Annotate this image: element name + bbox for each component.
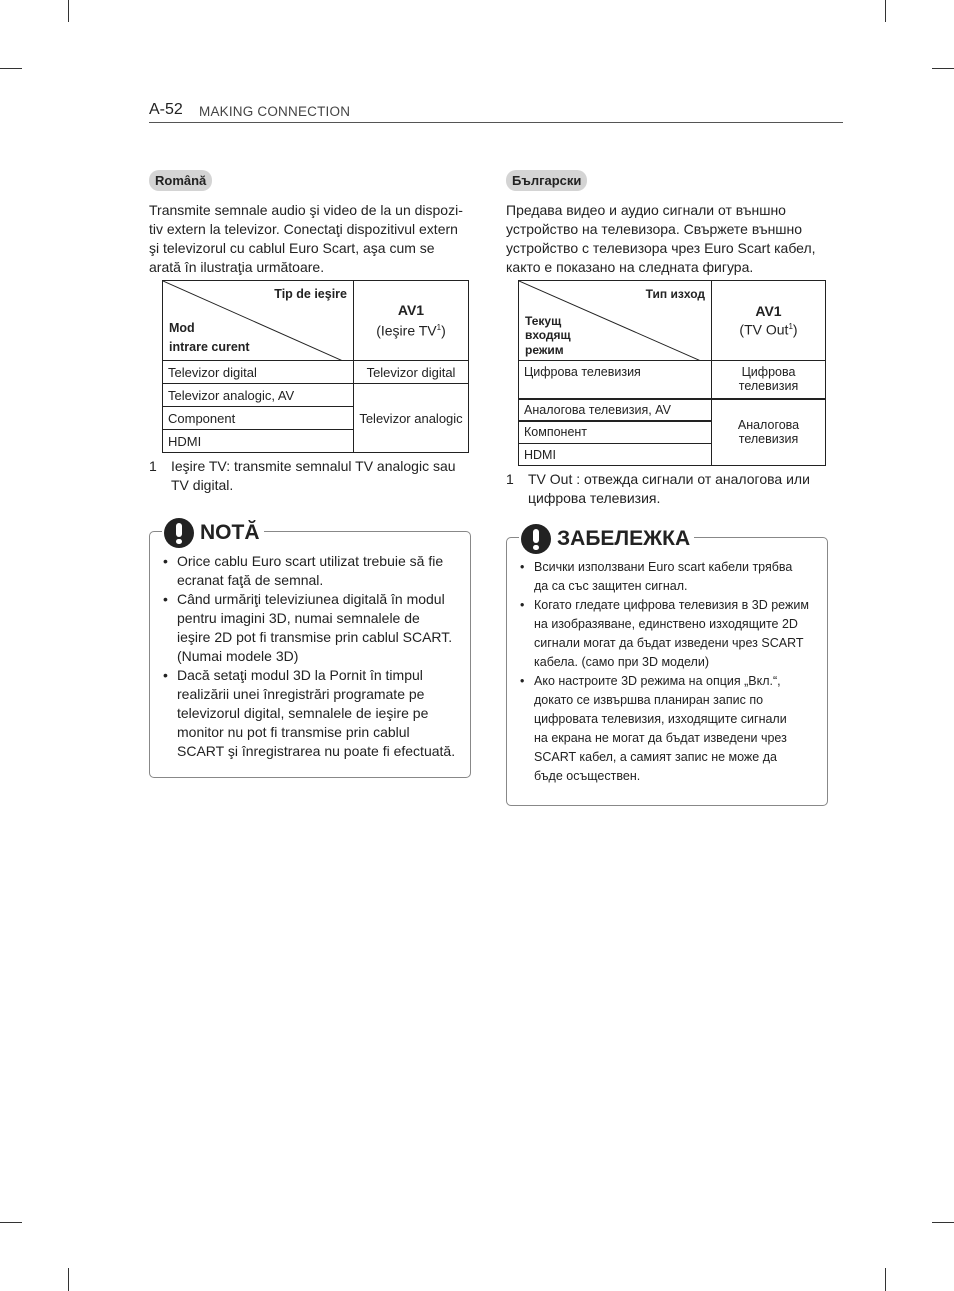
note-title: ЗАБЕЛЕЖКА — [557, 527, 691, 550]
section-title: MAKING CONNECTION — [199, 104, 351, 119]
output-header: AV1 (Ieşire $TV^1$) — [354, 281, 469, 361]
warning-icon — [521, 524, 551, 554]
intro-text: Предава видео и аудио сигнали от външно устройство на телевизора. Свържете външно устройство с телевизора чрез Euro Scart кабел, както е показано на следната фигура. — [506, 202, 816, 275]
list-item: • Когато гледате цифрова телевизия в 3D режим на изобразяване, единствено изходящите 2D сигнали могат да бъдат изведени чрез SCART кабела. (само при 3D модели) — [520, 596, 809, 672]
table-cell: Аналогова телевизия — [712, 399, 826, 466]
note-header — [519, 524, 694, 554]
table-row: Component — [163, 407, 354, 430]
page-header — [149, 100, 843, 123]
warning-icon — [164, 518, 194, 548]
table-cell: Televizor digital — [354, 361, 469, 384]
note-header — [162, 518, 264, 548]
table-corner-header: Тип изход Текущ входящ режим — [519, 281, 712, 361]
crop-mark — [932, 68, 954, 69]
list-item: • Orice cablu Euro scart utilizat trebuie să fie ecranat faţă de semnal. — [163, 552, 455, 590]
output-header: AV1 (TV Out$^1$) — [712, 281, 826, 361]
note-title: NOTĂ — [200, 521, 260, 544]
table-cell: Televizor analogic — [354, 384, 469, 453]
footnote: 1 Ieşire TV: transmite semnalul TV analogic sau TV digital. — [149, 458, 456, 493]
romanian-column — [149, 170, 471, 495]
language-label: Română — [149, 170, 212, 191]
connection-table — [162, 280, 469, 453]
table-row: Аналогова телевизия, AV — [519, 399, 712, 421]
list-item: • Всички използвани Euro scart кабели трябва да са със защитен сигнал. — [520, 558, 809, 596]
table-corner-header: Tip de ieşire Mod intrare curent — [163, 281, 354, 361]
crop-mark — [885, 1268, 886, 1291]
note-box — [149, 521, 471, 778]
list-item: • Dacă setaţi modul 3D la Pornit în timpul realizării unei înregistrări programate pe televizorul digital, semnalele de ieşire pe monitor nu pot fi transmise prin cablul SCART şi înregistrarea nu poate fi efectuată. — [163, 666, 455, 761]
list-item: • Ако настроите 3D режима на опция „Вкл.“, докато се извършва планиран запис по цифровата телевизия, изходящите сигнали на екрана не могат да бъдат изведени чрез SCART кабел, а самият запис не може да бъде осъществен. — [520, 672, 809, 786]
crop-mark — [932, 1222, 954, 1223]
note-box — [506, 527, 828, 806]
crop-mark — [0, 68, 22, 69]
note-list — [163, 552, 455, 761]
table-row: Televizor analogic, AV — [163, 384, 354, 407]
crop-mark — [885, 0, 886, 22]
bulgarian-column — [506, 170, 828, 508]
crop-mark — [0, 1222, 22, 1223]
intro-text: Transmite semnale audio şi video de la un dispozi- tiv extern la televizor. Conectaţi dispozitivul extern şi televizorul cu cablul Euro Scart, aşa cum se arată în ilustraţia următoare. — [149, 202, 463, 275]
note-list — [520, 558, 809, 786]
language-label: Български — [506, 170, 587, 191]
table-row: HDMI — [519, 444, 712, 466]
table-cell: Цифрова телевизия — [712, 361, 826, 399]
table-row: Televizor digital — [163, 361, 354, 384]
footnote: 1 TV Out : отвежда сигнали от аналогова или цифрова телевизия. — [506, 471, 810, 506]
list-item: • Când urmăriţi televiziunea digitală în modul pentru imagini 3D, numai semnalele de ieşire 2D pot fi transmise prin cablul SCART. (Numai modele 3D) — [163, 590, 455, 666]
connection-table — [518, 280, 826, 466]
crop-mark — [68, 0, 69, 22]
crop-mark — [68, 1268, 69, 1291]
page-number: A-52 — [149, 101, 183, 118]
table-row: Цифрова телевизия — [519, 361, 712, 399]
table-row: Компонент — [519, 421, 712, 444]
table-row: HDMI — [163, 430, 354, 453]
